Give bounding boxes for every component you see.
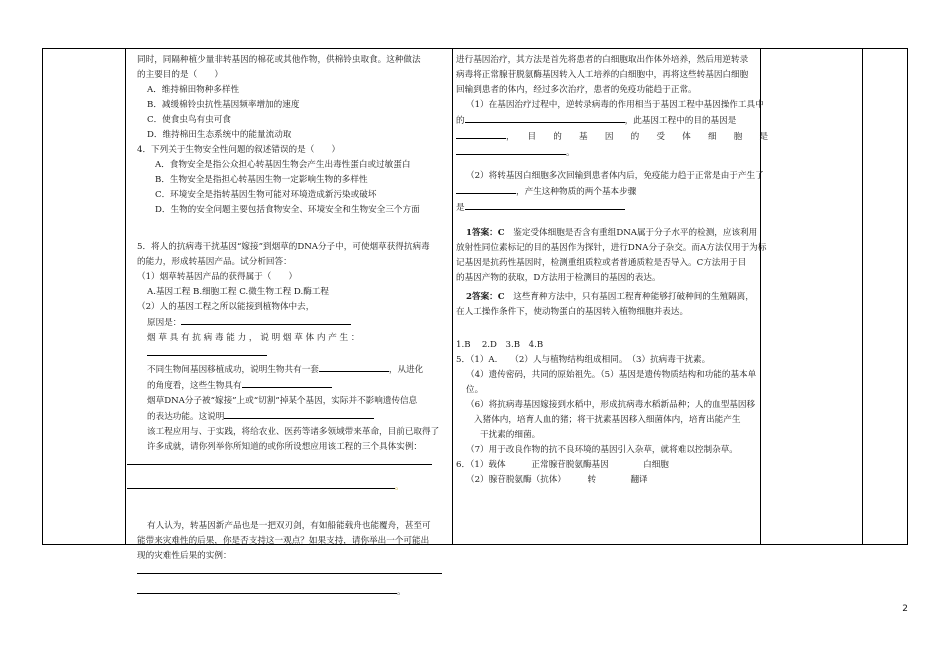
gene-therapy-line3: 回输到患者的体内，经过多次治疗，患者的免疫功能趋于正常。 — [456, 85, 697, 95]
q3-line2: 的主要目的是（ ） — [137, 70, 223, 80]
opinion-blank2 — [137, 584, 397, 594]
answer5-part7: （7）用于改良作物的抗不良环境的基因引入杂草，就将难以控制杂草。 — [466, 445, 738, 455]
tobacco-line: 烟 草 具 有 抗 病 毒 能 力 ， 说 明 烟 草 体 内 产 生 ： — [147, 333, 360, 343]
gene-therapy-q2c: 是 — [456, 203, 465, 213]
steps-blank — [465, 200, 625, 210]
answer1-line2: 放射性同位素标记的目的基因作为探针，进行DNA分子杂交。而A方法仅用于为标 — [456, 243, 767, 253]
q3-option-a: A．维持棉田物种多样性 — [147, 85, 240, 95]
answers-column: 进行基因治疗，其方法是首先将患者的白细胞取出作体外培养，然后用逆转录 病毒将正常腺苷脱氨酶基因转入人工培养的白细胞中，再将这些转基因白细胞 回输到患者的体内，经过多次治疗，患者的免疫功能趋于正常。 （1）在基因治疗过程中，逆转录病毒的作用相当于基因工程中基因操作工具中 的 ，此基因工程中的目的基因是 ， 目 的 基 因 的 受 体 细 胞 是 。 （2）将转基因白细胞多次回输到患者体内后，免疫能力趋于正常是由于产生了 ，产生这种物质的两个基本步骤 是 1答案：C 鉴定受体细胞是否含有重组DNA属于分子水平的检测，应该利用 放射性同位素标记的目的基因作为探针，进行DNA分子杂交。而A方法仅用于为标 记基因是抗药性基因时，检测重组质粒或者普通质粒是否导入。C方法用于目 的基因产物的获取，D方法用于检测目的基因的表达。 2答案：C 这些育种方法中，只有基因工程育种能够打破种间的生殖隔离， 在人工操作条件下，使动物蛋白的基因转入植物细胞并表达。 1.B 2.D 3.B 4.B 5．（1）A. （2）人与植物结构组成相同。 （3）抗病毒干扰素。 （4）遗传密码，共同的原始祖先。（5）基因是遗传物质结构和功能的基本单 位。 （6）将抗病毒基因嫁接到水稻中，形成抗病毒水稻新品种；人的血型基因移 入猪体内，培育人血的猪；将干扰素基因移入细菌体内，培育出能产生 干扰素的细菌。 （7）用于改良作物的抗不良环境的基因引入杂草，就将难以控制杂草。 6．（1）载体 正常腺苷脱氨酶基因 白细胞 （2）腺苷脱氨酶（抗体） 转 翻译 — [456, 53, 756, 488]
receptor-cell-blank — [456, 145, 566, 155]
answer1-line1: 鉴定受体细胞是否含有重组DNA属于分子水平的检测，应该利用 — [513, 228, 758, 238]
substance-blank — [456, 184, 516, 194]
opinion-line2: 能带来灾难性的后果，你是否支持这一观点？如果支持，请你举出一个可能出 — [137, 536, 430, 546]
diff-blank2 — [242, 378, 332, 388]
answer5-part2b: 位。 — [466, 385, 484, 395]
gene-therapy-q2b: ，产生这种物质的两个基本步骤 — [516, 187, 637, 197]
diff-line1: 不同生物间基因移植成功，说明生物共有一套 — [147, 365, 319, 375]
q5-part1-options: A.基因工程 B.细胞工程 C.微生物工程 D.酶工程 — [147, 287, 329, 297]
reason-label: 原因是： — [147, 318, 182, 328]
q3-line1: 同时，同隔种植少量非转基因的棉花或其他作物，供棉铃虫取食。这种做法 — [137, 55, 421, 65]
gene-therapy-q1c: ，此基因工程中的目的基因是 — [624, 116, 737, 126]
table-border-right — [907, 49, 908, 544]
q5-part2: （2）人的基因工程之所以能接到植物体中去， — [137, 302, 315, 312]
answer1-line3: 记基因是抗药性基因时，检测重组质粒或者普通质粒是否导入。C方法用于目 — [456, 258, 747, 268]
gene-therapy-q2: （2）将转基因白细胞多次回输到患者体内后，免疫能力趋于正常是由于产生了 — [466, 171, 764, 181]
gene-therapy-q1b: 的 — [456, 116, 465, 126]
opinion-blank1 — [137, 564, 442, 574]
gene-therapy-q1d: ， 目 的 基 因 的 受 体 细 胞 是 — [506, 132, 769, 142]
answer5-part6-line2: 入猪体内，培育人血的猪；将干扰素基因移入细菌体内，培育出能产生 — [474, 415, 741, 425]
q4-option-b: B．生物安全是指担心转基因生物一定影响生物的多样性 — [155, 175, 368, 185]
answer2-label: 2答案：C — [466, 292, 505, 302]
answers-1-4: 1.B 2.D 3.B 4.B — [456, 340, 544, 350]
answer2-line2: 在人工操作条件下，使动物蛋白的基因转入植物细胞并表达。 — [456, 307, 689, 317]
gene-therapy-line2: 病毒将正常腺苷脱氨酶基因转入人工培养的白细胞中，再将这些转基因白细胞 — [456, 70, 749, 80]
opinion-line1: 有人认为，转基因新产品也是一把双刃剑，有如船能载舟也能覆舟，甚至可 — [147, 521, 431, 531]
answer5-part2: （4）遗传密码，共同的原始祖先。（5）基因是遗传物质结构和功能的基本单 — [466, 370, 757, 380]
answer1-label: 1答案：C — [466, 228, 505, 238]
q3-option-d: D．维持棉田生态系统中的能量流动取 — [147, 130, 292, 140]
gene-therapy-q1: （1）在基因治疗过程中，逆转录病毒的作用相当于基因工程中基因操作工具中 — [466, 100, 764, 110]
table-divider-3 — [760, 49, 761, 544]
application-blank2 — [127, 479, 395, 489]
questions-column: 同时，同隔种植少量非转基因的棉花或其他作物，供棉铃虫取食。这种做法 的主要目的是（ ） A．维持棉田物种多样性 B．减缓棉铃虫抗性基因频率增加的速度 C．使食虫鸟有虫可食 D．维持棉田生态系统中的能量流动取 4．下列关于生物安全性问题的叙述错误的是（ ） A．食物安全是指公众担心转基因生物会产生出毒性蛋白或过敏蛋白 B．生物安全是指担心转基因生物一定影响生物的多样性 C．环境安全是指转基因生物可能对环境造成新污染或破坏 D．生物的安全问题主要包括食物安全、环境安全和生物安全三个方面 5．将人的抗病毒干扰基因“嫁接”到烟草的DNA分子中，可使烟草获得抗病毒 的能力，形成转基因产品。试分析回答： （1）烟草转基因产品的获得属于（ ） A.基因工程 B.细胞工程 C.微生物工程 D.酶工程 （2）人的基因工程之所以能接到植物体中去， 原因是： 烟 草 具 有 抗 病 毒 能 力 ， 说 明 烟 草 体 内 产 生 ： 不同生物间基因移植成功，说明生物共有一套 ，从进化 的角度看，这些生物具有 烟草DNA分子被“嫁接”上或“切割”掉某个基因，实际并不影响遗传信息 的表达功能。这说明 该工程应用与、于实践，将给农业、医药等诸多领域带来革命，目前已取得了 许多成就，请你列举你所知道的或你所设想应用该工程的三个具体实例： 。 有人认为，转基因新产品也是一把双刃剑，有如船能载舟也能覆舟，甚至可 能带来灾难性的后果，你是否支持这一观点？如果支持，请你举出一个可能出 现的灾难性后果的实例： 。 — [137, 53, 449, 600]
q3-option-c: C．使食虫鸟有虫可食 — [147, 115, 231, 125]
answer1-line4: 的基因产物的获取，D方法用于检测目的基因的表达。 — [456, 273, 661, 283]
answer5-part6-line3: 干扰素的细菌。 — [480, 430, 541, 440]
diff-line1-end: ，从进化 — [388, 365, 424, 375]
application-line2: 许多成就，请你列举你所知道的或你所设想应用该工程的三个具体实例： — [147, 442, 423, 452]
dna-line1: 烟草DNA分子被“嫁接”上或“切割”掉某个基因，实际并不影响遗传信息 — [147, 396, 418, 406]
diff-line2: 的角度看，这些生物具有 — [147, 381, 242, 391]
gene-therapy-line1: 进行基因治疗，其方法是首先将患者的白细胞取出作体外培养，然后用逆转录 — [456, 55, 749, 65]
q4-option-d: D．生物的安全问题主要包括食物安全、环境安全和生物安全三个方面 — [155, 205, 420, 215]
reason-blank — [181, 315, 351, 325]
q3-option-b: B．减缓棉铃虫抗性基因频率增加的速度 — [147, 100, 300, 110]
opinion-line3: 现的灾难性后果的实例： — [137, 551, 232, 561]
tobacco-blank — [147, 346, 267, 356]
application-line1: 该工程应用与、于实践，将给农业、医药等诸多领域带来革命，目前已取得了 — [147, 427, 440, 437]
q5-stem-line2: 的能力，形成转基因产品。试分析回答： — [137, 257, 292, 267]
diff-blank1 — [319, 362, 389, 372]
application-blank1 — [127, 455, 432, 465]
tool-blank — [465, 113, 625, 123]
q5-part1: （1）烟草转基因产品的获得属于（ ） — [137, 272, 298, 282]
q5-stem-line1: 5．将人的抗病毒干扰基因“嫁接”到烟草的DNA分子中，可使烟草获得抗病毒 — [137, 242, 430, 252]
target-gene-blank — [456, 129, 506, 139]
answer5-part1: 5．（1）A. （2）人与植物结构组成相同。 （3）抗病毒干扰素。 — [456, 355, 711, 365]
q4-option-a: A．食物安全是指公众担心转基因生物会产生出毒性蛋白或过敏蛋白 — [155, 160, 411, 170]
q4-option-c: C．环境安全是指转基因生物可能对环境造成新污染或破坏 — [155, 190, 377, 200]
answer6-part2: （2）腺苷脱氨酶（抗体） 转 翻译 — [466, 475, 648, 485]
table-divider-1 — [125, 49, 126, 544]
table-divider-2 — [452, 49, 453, 544]
dna-blank — [224, 409, 374, 419]
page-number: 2 — [902, 604, 908, 614]
worksheet-table — [42, 48, 908, 597]
answer5-part6-line1: （6）将抗病毒基因嫁接到水稻中，形成抗病毒水稻新品种；人的血型基因移 — [466, 400, 756, 410]
q4-stem: 4．下列关于生物安全性问题的叙述错误的是（ ） — [137, 145, 341, 155]
answer6-part1: 6．（1）载体 正常腺苷脱氨酶基因 白细胞 — [456, 460, 669, 470]
table-border-left — [42, 49, 43, 544]
dna-line2: 的表达功能。这说明 — [147, 412, 225, 422]
table-divider-4 — [862, 49, 863, 544]
answer2-line1: 这些育种方法中，只有基因工程育种能够打破种间的生殖隔离， — [513, 292, 754, 302]
